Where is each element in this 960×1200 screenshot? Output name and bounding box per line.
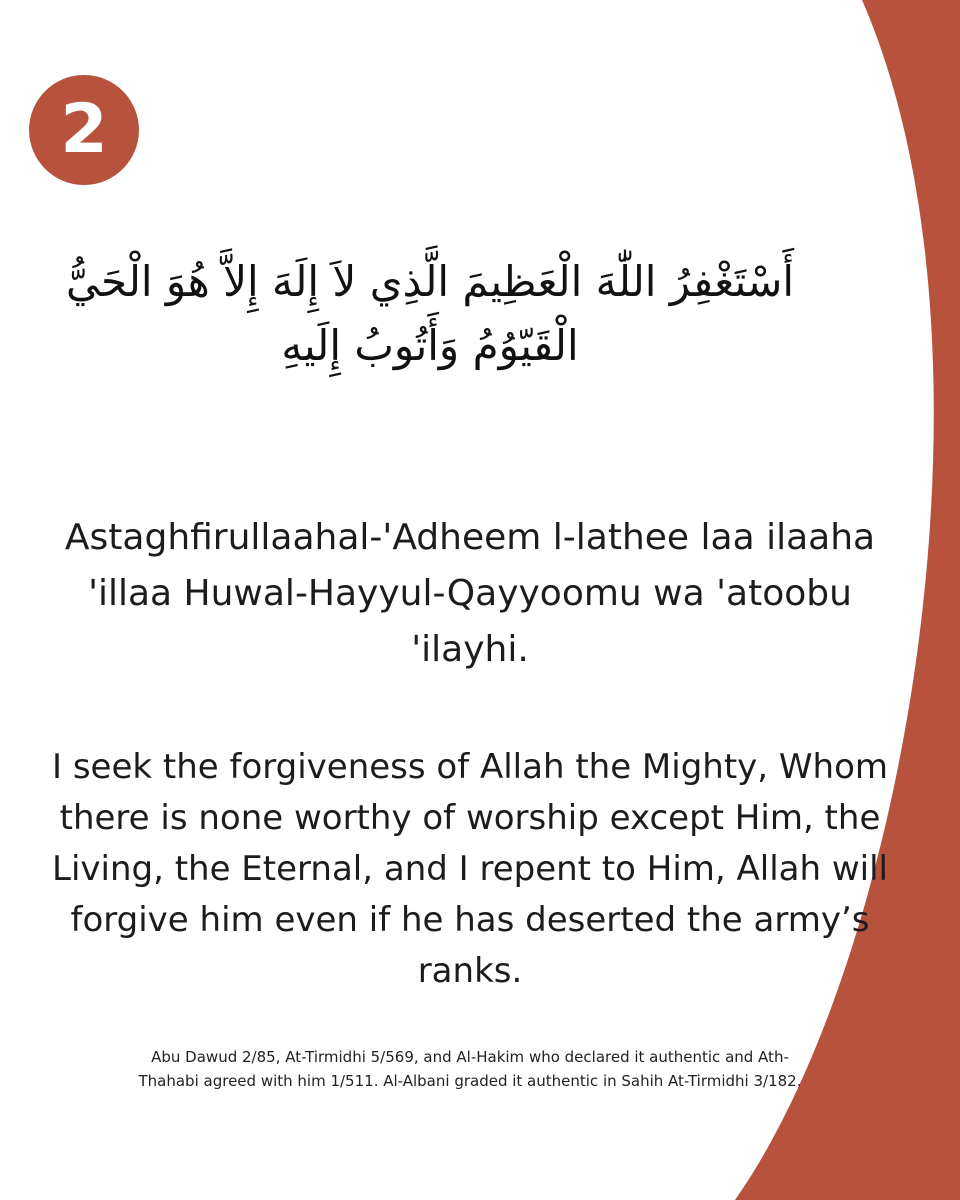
hadith-reference: Abu Dawud 2/85, At-Tirmidhi 5/569, and Al-Hakim who declared it authentic and Ath-Thahabi agreed with him 1/511. Al-Albani graded it authentic in Sahih At-Tirmidhi 3/182. <box>138 1048 802 1090</box>
transliteration-text: Astaghfirullaahal-'Adheem l-lathee laa ilaaha 'illaa Huwal-Hayyul-Qayyoomu wa 'atoobu 'ilayhi. <box>64 517 876 670</box>
translation-text: I seek the forgiveness of Allah the Mighty, Whom there is none worthy of worship except Him, the Living, the Eternal, and I repent to Him, Allah will forgive him even if he has deserted the army’s ranks. <box>51 747 888 991</box>
arabic-dua-text: أَسْتَغْفِرُ اللّٰهَ الْعَظِيمَ الَّذِي لاَ إِلَهَ إِلاَّ هُوَ الْحَيُّ الْقَيّوُمُ وَأَتُوبُ إِلَيهِ <box>65 257 795 370</box>
step-number-badge <box>29 75 139 185</box>
step-number: 2 <box>60 90 108 169</box>
